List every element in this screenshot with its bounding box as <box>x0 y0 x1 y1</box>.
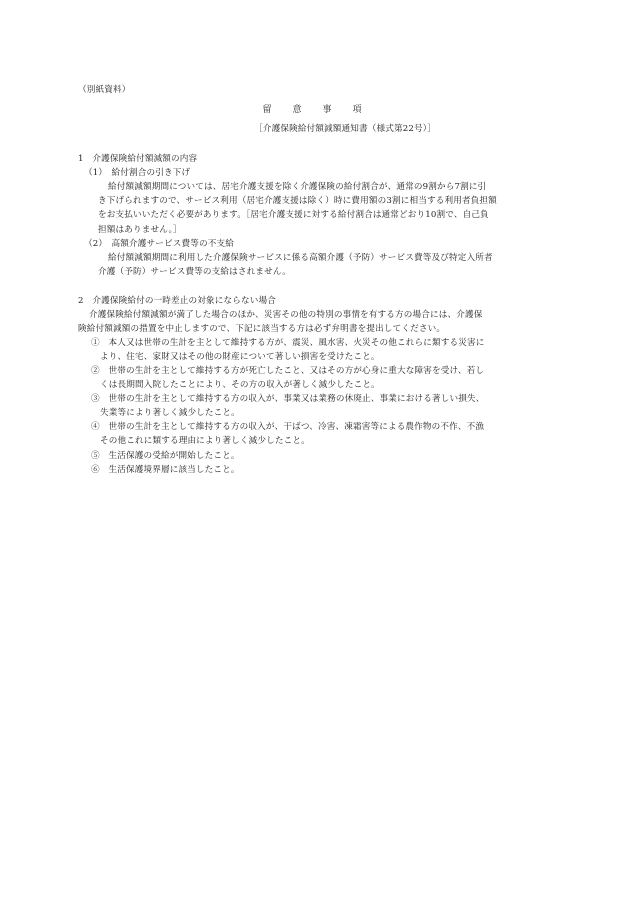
condition-item-4-cont: その他これに類する理由により著しく減少したこと。 <box>100 436 310 446</box>
section-1-2-heading: （2） 高額介護サービス費等の不支給 <box>84 239 234 249</box>
condition-item-1: ① 本人又は世帯の生計を主として維持する方が、震災、風水害、火災その他これらに類する災害に <box>91 338 485 348</box>
condition-item-5: ⑤ 生活保護の受給が開始したこと。 <box>91 451 240 461</box>
section-1-1-text-line: をお支払いいただく必要があります。［居宅介護支援に対する給付割合は通常どおり10割で、自己負 <box>98 210 489 220</box>
section-1-heading: 1 介護保険給付額減額の内容 <box>78 154 198 164</box>
condition-item-4: ④ 世帯の生計を主として維持する方の収入が、干ばつ、冷害、凍霜害等による農作物の不作、不漁 <box>91 422 485 432</box>
condition-item-6: ⑥ 生活保護境界層に該当したこと。 <box>91 465 240 475</box>
section-1-1-text-line: 給付額減額期間については、居宅介護支援を除く介護保険の給付割合が、通常の9割から7割に引 <box>108 182 487 192</box>
condition-item-2: ② 世帯の生計を主として維持する方が死亡したこと、又はその方が心身に重大な障害を受け、若し <box>91 366 485 376</box>
document-subtitle: ［介護保険給付額減額通知書（様式第22号）］ <box>254 124 436 134</box>
attachment-note: （別紙資料） <box>78 85 131 95</box>
section-1-2-text-line: 介護（予防）サービス費等の支給はされません。 <box>98 267 291 277</box>
condition-item-2-cont: くは長期間入院したことにより、その方の収入が著しく減少したこと。 <box>100 380 380 390</box>
section-1-1-text-line: 担額はありません。］ <box>98 225 182 235</box>
section-2-intro-line: 介護保険給付額減額が満了した場合のほか、災害その他の特別の事情を有する方の場合には、介護保 <box>89 310 483 320</box>
section-2-heading: 2 介護保険給付の一時差止の対象にならない場合 <box>78 296 276 306</box>
condition-item-3-cont: 失業等により著しく減少したこと。 <box>100 408 240 418</box>
section-1-1-heading: （1） 給付割合の引き下げ <box>84 168 191 178</box>
section-1-2-text-line: 給付額減額期間に利用した介護保険サービスに係る高額介護（予防）サービス費等及び特定入所者 <box>108 253 493 263</box>
section-1-1-text-line: き下げられますので、サービス利用（居宅介護支援は除く）時に費用額の3割に相当する利用者負担額 <box>98 196 497 206</box>
section-2-intro-line: 険給付額減額の措置を中止しますので、下記に該当する方は必ず弁明書を提出してください。 <box>78 324 446 334</box>
document-title: 留 意 事 項 <box>262 105 368 115</box>
condition-item-1-cont: より、住宅、家財又はその他の財産について著しい損害を受けたこと。 <box>100 352 380 362</box>
condition-item-3: ③ 世帯の生計を主として維持する方の収入が、事業又は業務の休廃止、事業における著しい損失、 <box>91 394 485 404</box>
